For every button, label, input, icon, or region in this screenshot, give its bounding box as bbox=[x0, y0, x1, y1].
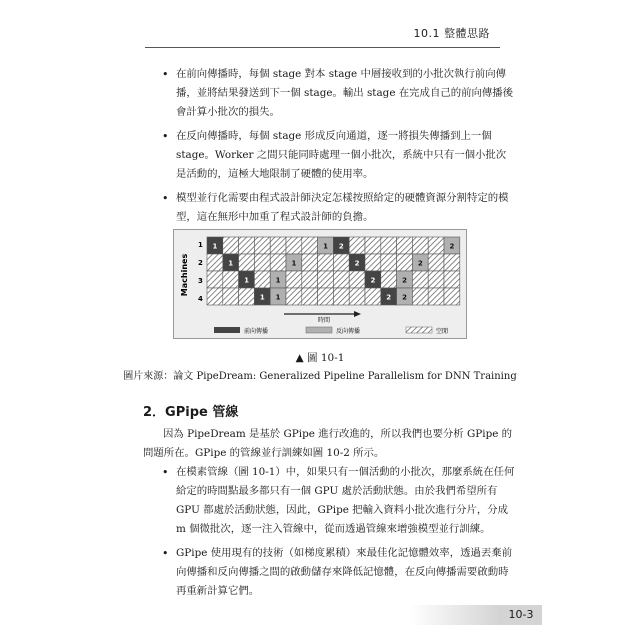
cell-idle-m3-t1 bbox=[207, 271, 223, 288]
cell-microbatch-label: 1 bbox=[259, 293, 265, 302]
legend-idle-label: 空閒 bbox=[436, 328, 449, 335]
cell-idle-m3-t15 bbox=[428, 271, 444, 288]
cell-microbatch-label: 1 bbox=[275, 293, 281, 302]
cell-idle-m2-t4 bbox=[254, 254, 270, 271]
cell-idle-m2-t9 bbox=[333, 254, 349, 271]
cell-idle-m4-t7 bbox=[302, 288, 318, 305]
cell-idle-m1-t14 bbox=[412, 237, 428, 254]
cell-idle-m2-t8 bbox=[318, 254, 334, 271]
cell-idle-m2-t11 bbox=[365, 254, 381, 271]
cell-idle-m1-t4 bbox=[254, 237, 270, 254]
machine-label-3: 3 bbox=[198, 277, 203, 285]
cell-idle-m1-t6 bbox=[286, 237, 302, 254]
bullet-item: • 在模素管線（圖 10-1）中，如果只有一個活動的小批次，那麼系統在任何給定的時間點最多都只有一個 GPU 處於活動狀態。由於我們希望所有 GPU 都處於活動狀態，因此，GPipe 把輸入資料小批次進行分片，分成 m 個微批次，逐一注入管線中，從而透過管線來增強模型並行訓練。 bbox=[160, 463, 515, 539]
machine-label-4: 4 bbox=[198, 295, 203, 303]
cell-idle-m1-t3 bbox=[239, 237, 255, 254]
cell-idle-m2-t7 bbox=[302, 254, 318, 271]
cell-idle-m3-t7 bbox=[302, 271, 318, 288]
bullet-item: • 在前向傳播時，每個 stage 對本 stage 中層接收到的小批次執行前向傳播，並將結果發送到下一個 stage。輸出 stage 在完成自己的前向傳播後會計算小批次的損失。 bbox=[160, 65, 515, 122]
body-paragraph: 因為 PipeDream 是基於 GPipe 進行改進的，所以我們也要分析 GPipe 的問題所在。GPipe 的管線並行訓練如圖 10-2 所示。 bbox=[143, 428, 513, 459]
cell-idle-m2-t3 bbox=[239, 254, 255, 271]
cell-idle-m4-t2 bbox=[223, 288, 239, 305]
bullet-item: • 在反向傳播時，每個 stage 形成反向通道，逐一將損失傳播到上一個 stage。Worker 之間只能同時處理一個小批次，系統中只有一個小批次是活動的，這極大地限制了硬體的使用率。 bbox=[160, 127, 515, 184]
cell-idle-m3-t9 bbox=[333, 271, 349, 288]
cell-idle-m4-t15 bbox=[428, 288, 444, 305]
cell-idle-m4-t1 bbox=[207, 288, 223, 305]
cell-microbatch-label: 2 bbox=[338, 242, 344, 251]
cell-microbatch-label: 2 bbox=[402, 276, 407, 285]
cell-microbatch-label: 2 bbox=[449, 242, 455, 251]
bullet-list-top bbox=[160, 65, 515, 232]
legend-forward-swatch bbox=[214, 327, 240, 333]
cell-microbatch-label: 1 bbox=[244, 276, 249, 285]
cell-idle-m1-t11 bbox=[365, 237, 381, 254]
cell-idle-m2-t16 bbox=[444, 254, 460, 271]
bullet-item: • 模型並行化需要由程式設計師決定怎樣按照給定的硬體資源分割特定的模型，這在無形中加重了程式設計師的負擔。 bbox=[160, 189, 515, 227]
cell-microbatch-label: 1 bbox=[275, 276, 281, 285]
cell-idle-m4-t16 bbox=[444, 288, 460, 305]
cell-idle-m1-t2 bbox=[223, 237, 239, 254]
legend-backward-swatch bbox=[306, 327, 332, 333]
cell-idle-m1-t7 bbox=[302, 237, 318, 254]
page-number-tab bbox=[500, 605, 542, 625]
cell-idle-m1-t10 bbox=[349, 237, 365, 254]
time-arrow-head bbox=[354, 311, 361, 317]
cell-microbatch-label: 2 bbox=[370, 276, 376, 285]
cell-idle-m3-t8 bbox=[318, 271, 334, 288]
time-label: 時間 bbox=[317, 317, 331, 324]
cell-microbatch-label: 1 bbox=[323, 242, 328, 251]
cell-idle-m3-t10 bbox=[349, 271, 365, 288]
cell-idle-m2-t15 bbox=[428, 254, 444, 271]
pipeline-figure bbox=[173, 229, 467, 339]
bullet-item: • GPipe 使用現有的技術（如梯度累積）來最佳化記憶體效率，透過丟棄前向傳播和反向傳播之間的啟動儲存來降低記憶體，在反向傳播需要啟動時再重新計算它們。 bbox=[160, 544, 515, 601]
pipeline-diagram bbox=[174, 230, 466, 338]
cell-microbatch-label: 1 bbox=[291, 259, 297, 268]
cell-microbatch-label: 2 bbox=[386, 293, 392, 302]
cell-microbatch-label: 2 bbox=[402, 293, 407, 302]
section-heading: 2．GPipe 管線 bbox=[143, 405, 239, 420]
machines-axis-label: Machines bbox=[180, 253, 189, 297]
cell-idle-m3-t12 bbox=[381, 271, 397, 288]
cell-idle-m3-t4 bbox=[254, 271, 270, 288]
cell-idle-m3-t14 bbox=[412, 271, 428, 288]
header-rule bbox=[145, 47, 500, 48]
cell-idle-m4-t10 bbox=[349, 288, 365, 305]
cell-microbatch-label: 2 bbox=[417, 259, 423, 268]
cell-idle-m1-t5 bbox=[270, 237, 286, 254]
cell-microbatch-label: 2 bbox=[354, 259, 360, 268]
cell-idle-m1-t15 bbox=[428, 237, 444, 254]
schedule-grid bbox=[207, 237, 460, 305]
cell-idle-m1-t13 bbox=[397, 237, 413, 254]
cell-idle-m4-t8 bbox=[318, 288, 334, 305]
cell-idle-m2-t1 bbox=[207, 254, 223, 271]
machine-label-1: 1 bbox=[198, 241, 203, 249]
cell-idle-m2-t12 bbox=[381, 254, 397, 271]
cell-idle-m3-t6 bbox=[286, 271, 302, 288]
cell-microbatch-label: 1 bbox=[228, 259, 234, 268]
bullet-list-bottom bbox=[160, 463, 515, 606]
running-header: 10.1 整體思路 bbox=[413, 27, 490, 40]
cell-idle-m4-t11 bbox=[365, 288, 381, 305]
cell-microbatch-label: 1 bbox=[212, 242, 218, 251]
cell-idle-m3-t16 bbox=[444, 271, 460, 288]
cell-idle-m1-t12 bbox=[381, 237, 397, 254]
page-number: 10-3 bbox=[508, 608, 534, 621]
legend-backward-label: 反向傳播 bbox=[336, 328, 361, 335]
cell-idle-m3-t2 bbox=[223, 271, 239, 288]
cell-idle-m4-t6 bbox=[286, 288, 302, 305]
legend-forward-label: 前向傳播 bbox=[244, 328, 269, 335]
machine-label-2: 2 bbox=[198, 259, 203, 267]
cell-idle-m2-t5 bbox=[270, 254, 286, 271]
cell-idle-m4-t14 bbox=[412, 288, 428, 305]
cell-idle-m4-t9 bbox=[333, 288, 349, 305]
legend-idle-swatch bbox=[406, 327, 432, 333]
figure-caption: ▲ 圖 10-1 bbox=[295, 352, 345, 364]
figure-source: 圖片來源：論文 PipeDream: Generalized Pipeline Parallelism for DNN Training bbox=[123, 371, 517, 382]
cell-idle-m2-t13 bbox=[397, 254, 413, 271]
cell-idle-m4-t3 bbox=[239, 288, 255, 305]
